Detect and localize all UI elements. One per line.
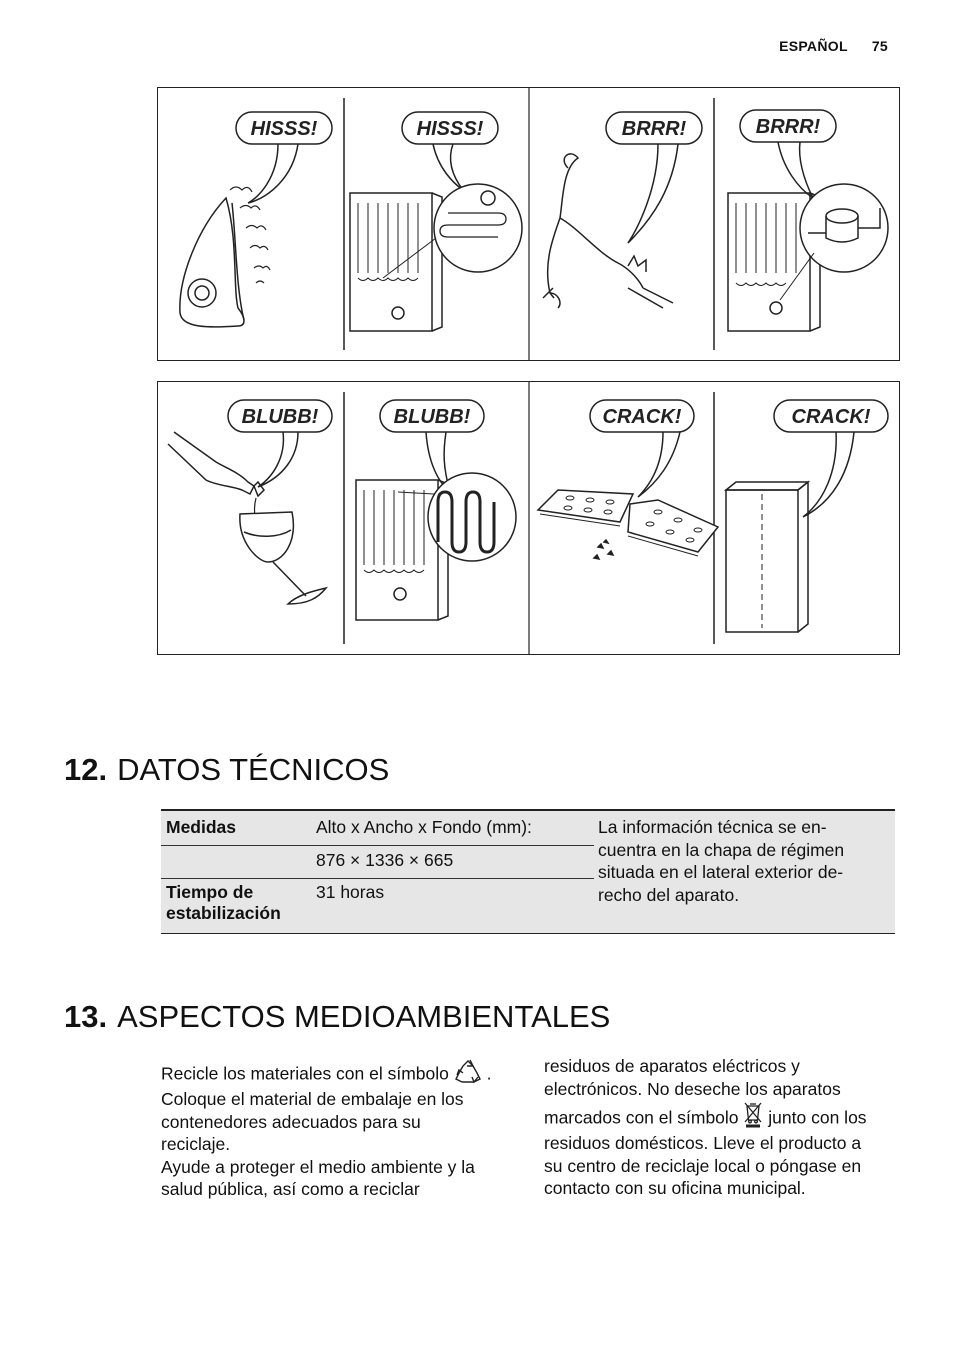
text-line: residuos domésticos. Lleve el producto a (544, 1133, 862, 1153)
row-divider (161, 845, 594, 846)
section-12-heading (64, 752, 389, 788)
bubble-label: CRACK! (602, 406, 682, 428)
section-number: 13. (64, 999, 108, 1034)
cracking-ice-illustration (538, 490, 718, 559)
recycle-line (161, 1059, 521, 1088)
text-span: marcados con el símbolo (544, 1107, 739, 1128)
text-span: . (486, 1063, 492, 1084)
text-line: salud pública, así como a reciclar (161, 1179, 420, 1199)
text-line: contacto con su oficina municipal. (544, 1178, 806, 1198)
page-header (779, 38, 888, 54)
section-13-heading (64, 999, 610, 1035)
wine-pouring-illustration (168, 432, 326, 604)
text-line: residuos de aparatos eléctricos y (544, 1056, 800, 1076)
noise-illustrations-bottom (158, 382, 899, 654)
row-divider (161, 878, 594, 879)
info-line: recho del aparato. (598, 884, 740, 905)
bubble-label: HISSS! (416, 118, 484, 140)
row-value-stabilization: 31 horas (316, 882, 385, 902)
row-value-dimensions: 876 × 1336 × 665 (316, 850, 454, 870)
noise-illustration-panel-bottom (157, 381, 900, 655)
page-number: 75 (871, 38, 888, 54)
bubble-label: BRRR! (621, 118, 687, 140)
text-line: contenedores adecuados para su (161, 1111, 421, 1132)
info-line: La información técnica se en- (598, 817, 827, 837)
bubble-label: CRACK! (791, 406, 871, 428)
header-language: ESPAÑOL (779, 38, 848, 54)
fridge-side-illustration (726, 482, 808, 632)
environment-text-left (161, 1059, 521, 1201)
info-line: situada en el lateral exterior de- (598, 862, 844, 882)
text-span: junto con los (768, 1107, 867, 1128)
text-line: reciclaje. (161, 1134, 231, 1154)
label-line: estabilización (166, 903, 281, 923)
info-line: cuentra en la chapa de régimen (598, 839, 845, 860)
section-title: ASPECTOS MEDIOAMBIENTALES (117, 999, 611, 1034)
section-number: 12. (64, 752, 108, 787)
steam-iron-illustration (180, 187, 270, 327)
row-label-stabilization (166, 882, 281, 924)
noise-illustrations-top (158, 88, 899, 360)
row-value-dimensions-header: Alto x Ancho x Fondo (mm): (316, 817, 532, 837)
recycle-icon (454, 1059, 482, 1091)
bubble-label: BLUBB! (393, 406, 471, 428)
fridge-back-illustration (350, 193, 442, 331)
text-span: Recicle los materiales con el símbolo (161, 1063, 449, 1084)
text-line: su centro de reciclaje local o póngase en (544, 1155, 862, 1176)
stretching-cat-illustration (543, 154, 673, 308)
row-label-medidas: Medidas (166, 817, 237, 837)
text-line: Ayude a proteger el medio ambiente y la (161, 1156, 475, 1177)
text-line: electrónicos. No deseche los aparatos (544, 1078, 841, 1099)
tubing-detail-magnifier (428, 473, 516, 561)
label-line: Tiempo de (166, 882, 254, 902)
noise-illustration-panel-top (157, 87, 900, 361)
rating-plate-info (598, 816, 888, 906)
weee-line (544, 1100, 904, 1132)
environment-text-right (544, 1055, 904, 1200)
technical-data-table (161, 809, 895, 934)
bubble-label: HISSS! (250, 118, 318, 140)
coil-detail-magnifier (434, 184, 522, 272)
text-line: Coloque el material de embalaje en los (161, 1089, 464, 1109)
bubble-label: BLUBB! (241, 406, 319, 428)
bubble-label: BRRR! (755, 116, 821, 138)
section-title: DATOS TÉCNICOS (117, 752, 390, 787)
